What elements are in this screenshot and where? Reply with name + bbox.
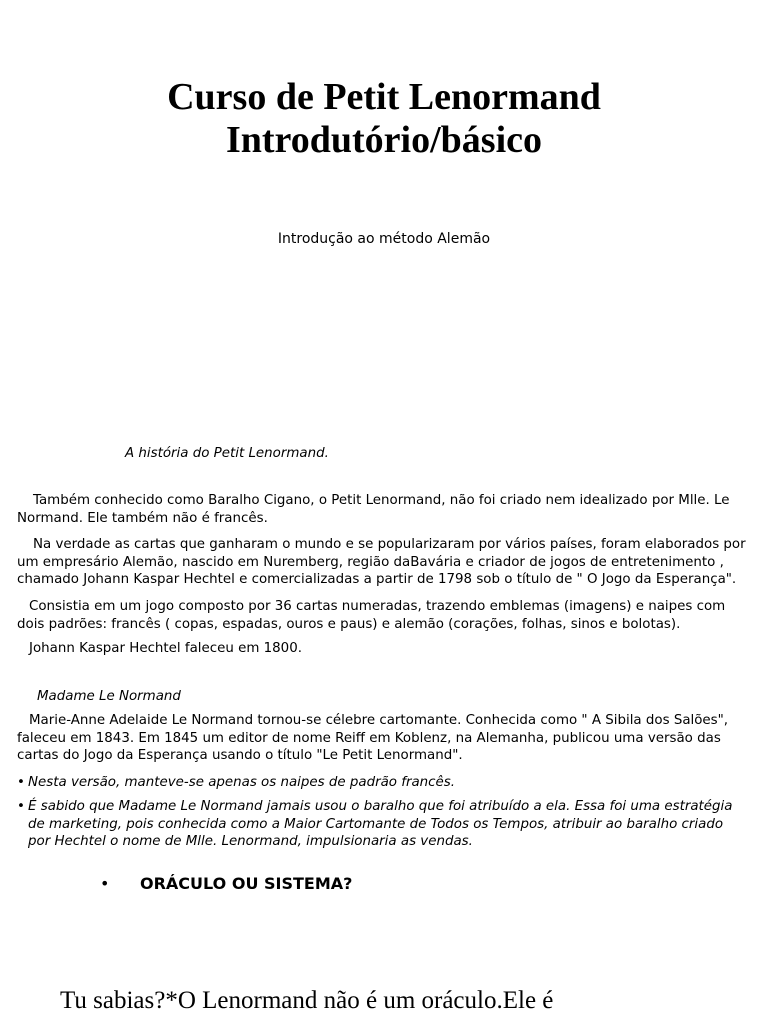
paragraph-line: Consistia em um jogo composto por 36 cartas numeradas, trazendo emblemas (imagens) e naipes com: [29, 599, 726, 614]
bullet-line: por Hechtel o nome de Mlle. Lenormand, impulsionaria as vendas.: [28, 834, 473, 850]
history-paragraph-4: [17, 640, 765, 658]
bullet-icon: •: [17, 799, 25, 814]
title-line-1: Curso de Petit Lenormand: [167, 76, 601, 118]
section-heading: [100, 874, 352, 893]
history-paragraph-2: [17, 536, 765, 589]
bullet-icon: •: [17, 775, 25, 790]
paragraph-line: Na verdade as cartas que ganharam o mundo e se popularizaram por vários países, foram elaborados por: [33, 537, 746, 552]
paragraph-line: dois padrões: francês ( copas, espadas, ouros e paus) e alemão (corações, folhas, sinos e bolotas).: [17, 616, 681, 632]
bullet-line: de marketing, pois conhecida como a Maior Cartomante de Todos os Tempos, atribuir ao baralho criado: [28, 816, 724, 832]
history-text-box: [0, 436, 768, 866]
bullet-item: [17, 798, 765, 851]
bullet-icon: •: [100, 874, 110, 893]
paragraph-line: Marie-Anne Adelaide Le Normand tornou-se célebre cartomante. Conhecida como " A Sibila dos Salões",: [29, 713, 729, 728]
paragraph-line: Normand. Ele também não é francês.: [17, 510, 268, 526]
bullet-line: Nesta versão, manteve-se apenas os naipes de padrão francês.: [28, 775, 455, 790]
tu-sabias-text: [60, 986, 760, 1024]
subtitle: Introdução ao método Alemão: [277, 231, 491, 247]
document-title: [0, 76, 768, 162]
paragraph-line: faleceu em 1843. Em 1845 um editor de nome Reiff em Koblenz, na Alemanha, publicou uma versão das: [17, 730, 721, 746]
madame-paragraph: [17, 712, 765, 765]
history-heading: A história do Petit Lenormand.: [125, 446, 329, 461]
bullet-line: É sabido que Madame Le Normand jamais usou o baralho que foi atribuído a ela. Essa foi uma estratégia: [28, 799, 733, 814]
bullet-item: [17, 774, 765, 792]
paragraph-line: Também conhecido como Baralho Cigano, o Petit Lenormand, não foi criado nem idealizado por Mlle. Le: [33, 493, 730, 508]
paragraph-line: chamado Johann Kaspar Hechtel e comercializadas a partir de 1798 sob o título de " O Jogo da Esperança".: [17, 572, 737, 588]
history-paragraph-1: [17, 492, 765, 527]
paragraph-line: um empresário Alemão, nascido em Nuremberg, região daBavária e criador de jogos de entretenimento ,: [17, 554, 724, 570]
title-line-2: Introdutório/básico: [225, 119, 542, 161]
tu-sabias-line: Tu sabias?*O Lenormand não é um oráculo.Ele é: [60, 987, 554, 1014]
paragraph-line: Johann Kaspar Hechtel faleceu em 1800.: [29, 641, 302, 656]
history-paragraph-3: [17, 598, 765, 633]
section-heading-text: ORÁCULO OU SISTEMA?: [140, 874, 353, 893]
madame-heading: Madame Le Normand: [37, 689, 181, 704]
paragraph-line: cartas do Jogo da Esperança usando o título "Le Petit Lenormand".: [17, 748, 463, 764]
